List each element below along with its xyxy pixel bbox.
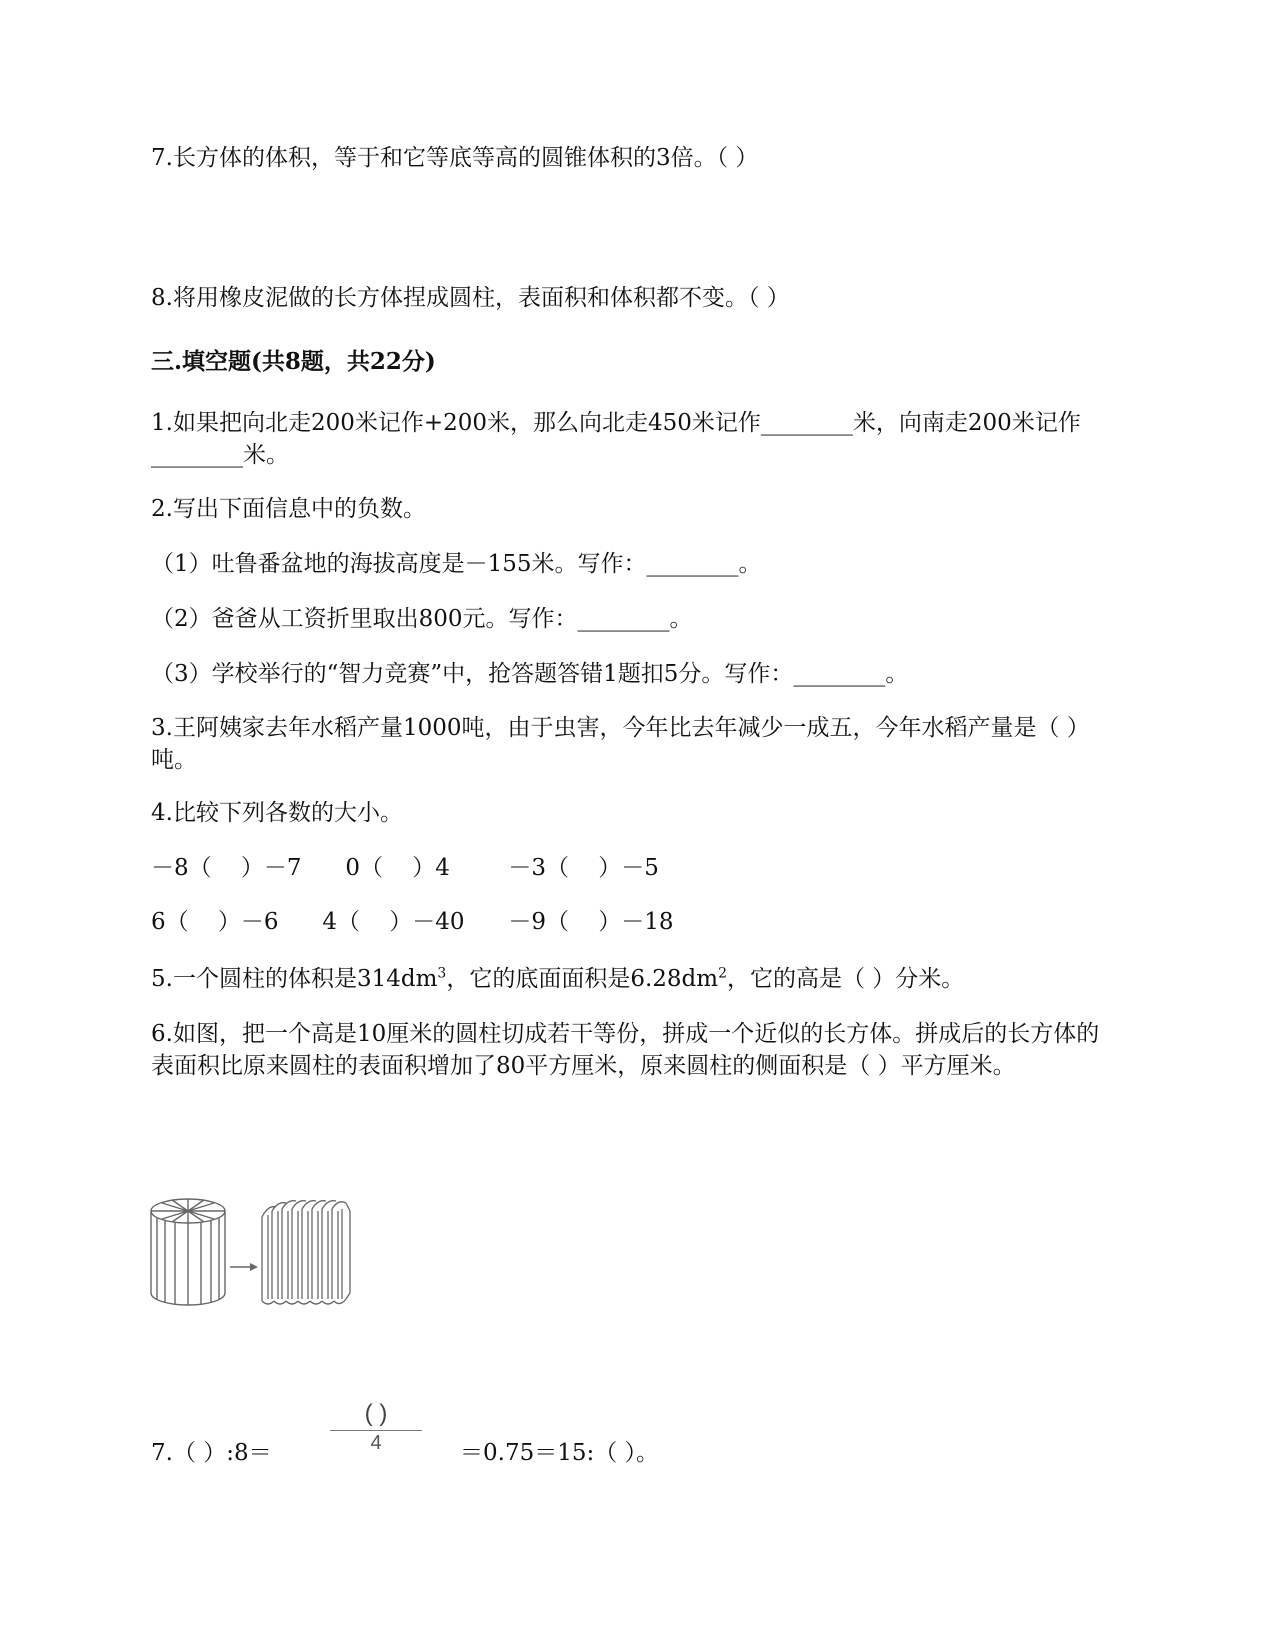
fill-question-3: 3.王阿姨家去年水稻产量1000吨，由于虫害，今年比去年减少一成五，今年水稻产量是（ ）吨。 xyxy=(151,715,1090,773)
fill-question-2: 2.写出下面信息中的负数。 xyxy=(151,496,426,522)
fill-question-4-row-1: －8（ ）－7 0（ ）4 －3（ ）－5 xyxy=(151,855,659,881)
q5-text-part-2: ，它的底面面积是6.28dm xyxy=(446,966,719,992)
fill-question-5 xyxy=(151,963,964,995)
fill-question-2-item-2: （2）爸爸从工资折里取出800元。写作：________。 xyxy=(151,606,693,632)
fill-question-6: 6.如图，把一个高是10厘米的圆柱切成若干等份，拼成一个近似的长方体。拼成后的长方体的表面积比原来圆柱的表面积增加了80平方厘米，原来圆柱的侧面积是（ ）平方厘米。 xyxy=(151,1021,1100,1079)
q7-fraction-numerator: ( ) xyxy=(364,1400,388,1427)
fill-question-2-item-3: （3）学校举行的“智力竞赛”中，抢答题答错1题扣5分。写作：________。 xyxy=(151,661,909,687)
section-heading: 三.填空题(共8题，共22分) xyxy=(151,348,436,375)
cylinder-to-cuboid-figure xyxy=(148,1195,368,1315)
q7-fraction-bar xyxy=(330,1430,422,1431)
q5-superscript-2: 2 xyxy=(718,965,727,982)
fill-question-4: 4.比较下列各数的大小。 xyxy=(151,800,403,826)
q7-suffix: ＝0.75＝15:（ ）。 xyxy=(460,1440,660,1466)
cylinder-drawing xyxy=(151,1199,225,1305)
q5-text-part-1: 5.一个圆柱的体积是314dm xyxy=(151,966,438,992)
fill-question-1: 1.如果把向北走200米记作+200米，那么向北走450米记作________米，向南走200米记作________米。 xyxy=(151,410,1081,468)
q5-text-part-3: ，它的高是（ ）分米。 xyxy=(726,966,965,992)
judge-question-7: 7.长方体的体积，等于和它等底等高的圆锥体积的3倍。（ ） xyxy=(151,145,759,171)
fill-question-4-row-2: 6（ ）－6 4（ ）－40 －9（ ）－18 xyxy=(151,909,674,935)
cuboid-drawing xyxy=(262,1201,350,1304)
fill-question-2-item-1: （1）吐鲁番盆地的海拔高度是－155米。写作：________。 xyxy=(151,551,762,577)
arrow-icon xyxy=(230,1263,258,1271)
q7-fraction-denominator: 4 xyxy=(370,1432,382,1454)
q5-superscript-3: 3 xyxy=(437,965,447,982)
fill-question-7 xyxy=(151,1437,272,1469)
judge-question-8: 8.将用橡皮泥做的长方体捏成圆柱，表面积和体积都不变。（ ） xyxy=(151,285,790,311)
q7-prefix: 7.（ ）:8＝ xyxy=(151,1440,272,1466)
q7-fraction xyxy=(330,1400,422,1460)
